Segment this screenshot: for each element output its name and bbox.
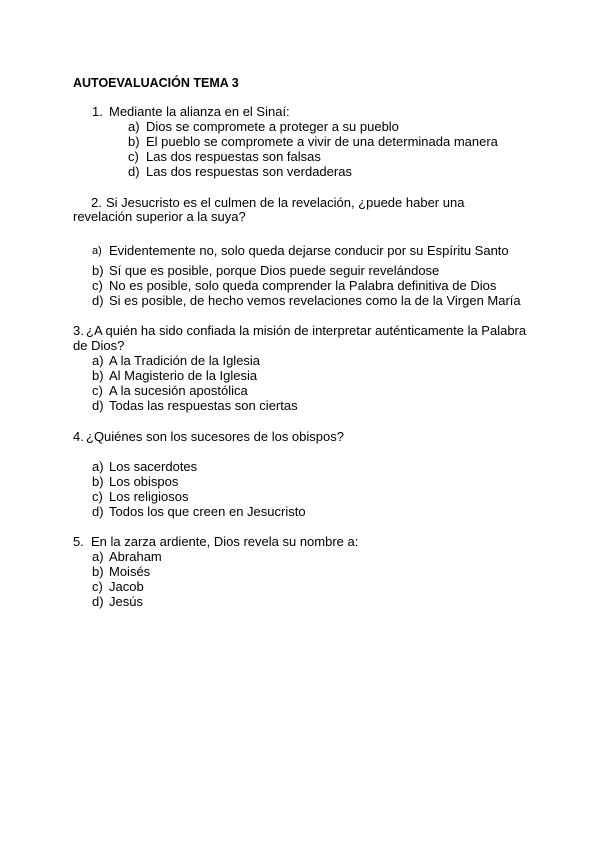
- option-text: Todos los que creen en Jesucristo: [109, 504, 306, 519]
- option-letter: c): [92, 383, 103, 398]
- question-text: En la zarza ardiente, Dios revela su nombre a:: [91, 534, 359, 549]
- option-letter: b): [92, 263, 104, 278]
- option-text: Si es posible, de hecho vemos revelaciones como la de la Virgen María: [109, 293, 521, 308]
- option-text: Los sacerdotes: [109, 459, 198, 474]
- option-letter: d): [92, 594, 104, 609]
- option-letter: c): [92, 579, 103, 594]
- option-letter: c): [92, 489, 103, 504]
- option-letter: d): [92, 293, 104, 308]
- question-text: Si Jesucristo es el culmen de la revelación, ¿puede haber una: [106, 195, 465, 210]
- question-number: 5.: [73, 534, 84, 549]
- option-letter: d): [92, 398, 104, 413]
- question-text: Mediante la alianza en el Sinaí:: [109, 104, 290, 119]
- question-text-continued: revelación superior a la suya?: [73, 209, 246, 224]
- option-letter: a): [92, 353, 104, 368]
- option-letter: a): [92, 245, 102, 257]
- option-text: A la Tradición de la Iglesia: [109, 353, 261, 368]
- option-text: Al Magisterio de la Iglesia: [109, 368, 258, 383]
- option-text: Las dos respuestas son verdaderas: [146, 164, 352, 179]
- question-text: ¿A quién ha sido confiada la misión de interpretar auténticamente la Palabra: [86, 323, 527, 338]
- question-text: ¿Quiénes son los sucesores de los obispos?: [86, 429, 344, 444]
- option-text: Jesús: [109, 594, 143, 609]
- document-title: AUTOEVALUACIÓN TEMA 3: [73, 76, 239, 90]
- question-number: 2.: [91, 195, 102, 210]
- option-text: El pueblo se compromete a vivir de una determinada manera: [146, 134, 498, 149]
- option-text: Evidentemente no, solo queda dejarse conducir por su Espíritu Santo: [109, 243, 509, 258]
- question-number: 4.: [73, 429, 84, 444]
- question-number: 1.: [92, 104, 103, 119]
- option-letter: a): [92, 549, 104, 564]
- option-letter: a): [128, 119, 140, 134]
- option-letter: c): [128, 149, 139, 164]
- option-text: Jacob: [109, 579, 144, 594]
- option-letter: b): [92, 368, 104, 383]
- option-text: Moisés: [109, 564, 151, 579]
- question-text-continued: de Dios?: [73, 338, 125, 353]
- option-text: Los religiosos: [109, 489, 189, 504]
- option-letter: d): [128, 164, 140, 179]
- option-text: A la sucesión apostólica: [109, 383, 248, 398]
- option-text: No es posible, solo queda comprender la Palabra definitiva de Dios: [109, 278, 497, 293]
- option-text: Sí que es posible, porque Dios puede seguir revelándose: [109, 263, 440, 278]
- option-letter: b): [92, 474, 104, 489]
- option-text: Dios se compromete a proteger a su pueblo: [146, 119, 399, 134]
- option-letter: d): [92, 504, 104, 519]
- option-letter: a): [92, 459, 104, 474]
- option-letter: b): [92, 564, 104, 579]
- option-letter: b): [128, 134, 140, 149]
- question-number: 3.: [73, 323, 84, 338]
- option-letter: c): [92, 278, 103, 293]
- option-text: Todas las respuestas son ciertas: [109, 398, 298, 413]
- option-text: Las dos respuestas son falsas: [146, 149, 321, 164]
- option-text: Los obispos: [109, 474, 179, 489]
- option-text: Abraham: [109, 549, 162, 564]
